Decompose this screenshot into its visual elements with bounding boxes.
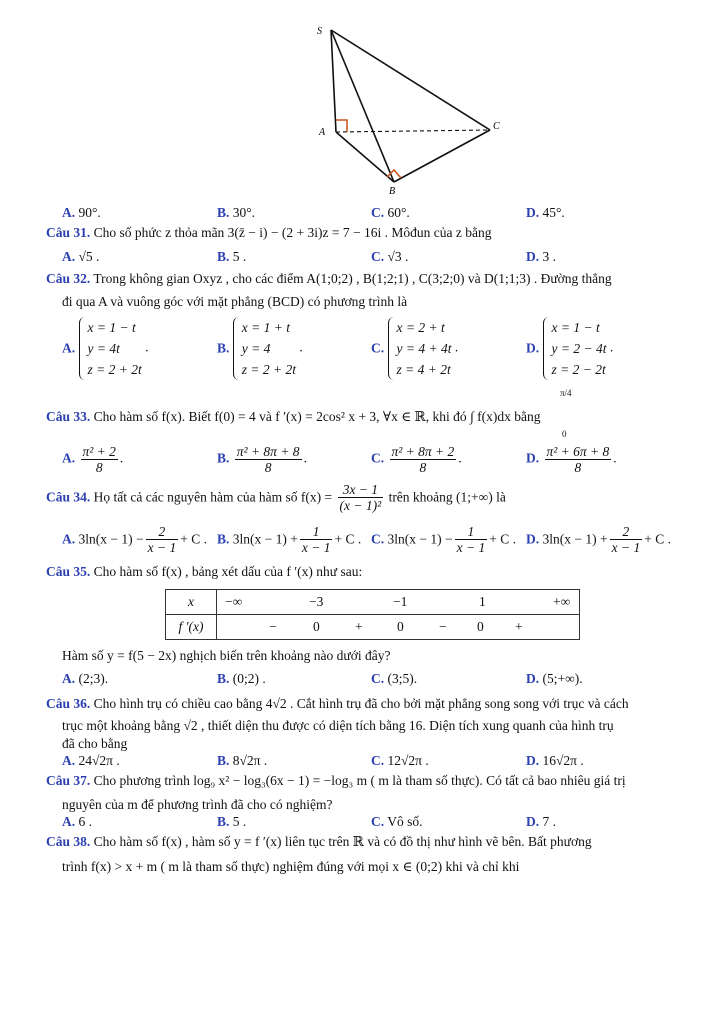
q33-option-d[interactable]: D. $\frac{\text{π² + 6π + 8}}{8}$ . [526, 444, 617, 475]
q36-option-b[interactable]: B. 8√2π . [217, 753, 268, 768]
q36-option-a[interactable]: A. 24√2π . [62, 753, 120, 768]
q33-option-a[interactable]: A. $\frac{\text{π² + 2}}{8}$ . [62, 444, 124, 475]
q36-stem-line3: đã cho bằng [62, 736, 128, 751]
q35-sign-table [165, 589, 580, 640]
q30-option-a[interactable]: A. 90°. [62, 205, 101, 220]
q33-integral-lower: 0 [562, 429, 567, 439]
label-s: S [317, 26, 322, 37]
q36-stem-line2: trục một khoảng bằng √2 , thiết diện thu được có diện tích bằng 16. Diện tích xung quanh của hình trụ [62, 718, 614, 733]
q31-option-b[interactable]: B. 5 . [217, 249, 247, 264]
q31-option-d[interactable]: D. 3 . [526, 249, 556, 264]
q30-option-c[interactable]: C. 60°. [371, 205, 410, 220]
q30-option-d[interactable]: D. 45°. [526, 205, 565, 220]
label-a: A [319, 127, 326, 138]
q35-option-b[interactable]: B. (0;2) . [217, 671, 266, 686]
q34-option-d[interactable]: D. 3ln(x − 1) + $\frac{2}{x - 1}$ + C . [526, 524, 671, 555]
q37-option-c[interactable]: C. Vô số. [371, 814, 423, 829]
label-b: B [389, 186, 396, 197]
q35-table-fp-row: − 0 + 0 − 0 + [217, 615, 580, 640]
q37-stem-line2: nguyên của m để phương trình đã cho có nghiệm? [62, 797, 333, 812]
q32-stem-line2: đi qua A và vuông góc với mặt phẳng (BCD) có phương trình là [62, 294, 408, 309]
q34-option-a[interactable]: A. 3ln(x − 1) − $\frac{2}{x - 1}$ + C . [62, 524, 207, 555]
q31-option-c[interactable]: C. √3 . [371, 249, 409, 264]
pyramid-figure [310, 22, 510, 197]
q37-option-a[interactable]: A. 6 . [62, 814, 92, 829]
q32-stem-line1: Câu 32. Trong không gian Oxyz , cho các điểm A(1;0;2) , B(1;2;1) , C(3;2;0) và D(1;1;3) . Đường thẳng [46, 271, 612, 286]
q36-stem-line1: Câu 36. Cho hình trụ có chiều cao bằng 4√2 . Cắt hình trụ đã cho bởi mặt phẳng song song với trục và cách [46, 696, 629, 711]
q35-stem: Câu 35. Cho hàm số f(x) , bảng xét dấu của f ′(x) như sau: [46, 564, 363, 579]
q35-table-fp-head: f ′(x) [166, 615, 217, 640]
q32-option-c[interactable]: C. x = 2 + t y = 4 + 4t z = 4 + 2t . [371, 317, 458, 380]
q38-stem-line2: trình f(x) > x + m ( m là tham số thực) nghiệm đúng với mọi x ∈ (0;2) khi và chỉ khi [62, 859, 520, 874]
q32-option-a[interactable]: A. x = 1 − t y = 4t z = 2 + 2t . [62, 317, 148, 380]
q35-option-d[interactable]: D. (5;+∞). [526, 671, 583, 686]
q36-option-d[interactable]: D. 16√2π . [526, 753, 584, 768]
q34-option-c[interactable]: C. 3ln(x − 1) − $\frac{1}{x - 1}$ + C . [371, 524, 516, 555]
q31-option-a[interactable]: A. √5 . [62, 249, 100, 264]
q31-stem: Câu 31. Cho số phức z thỏa mãn 3(z̄ − i) − (2 + 3i)z = 7 − 16i . Môđun của z bằng [46, 225, 492, 240]
q37-stem-line1: Câu 37. Cho phương trình log₉ x² − log₃(6x − 1) = −log₃ m ( m là tham số thực). Có tất cả bao nhiêu giá trị [46, 773, 626, 788]
q38-stem-line1: Câu 38. Cho hàm số f(x) , hàm số y = f ′(x) liên tục trên ℝ và có đồ thị như hình vẽ bên. Bất phương [46, 834, 592, 849]
q35-table-x-head: x [166, 590, 217, 615]
q30-option-b[interactable]: B. 30°. [217, 205, 256, 220]
q35-option-c[interactable]: C. (3;5). [371, 671, 418, 686]
q33-integral-upper: π/4 [560, 388, 572, 398]
q34-option-b[interactable]: B. 3ln(x − 1) + $\frac{1}{x - 1}$ + C . [217, 524, 362, 555]
q33-option-c[interactable]: C. $\frac{\text{π² + 8π + 2}}{8}$ . [371, 444, 462, 475]
q35-table-x-row: −∞ −3 −1 1 +∞ [217, 590, 580, 615]
q33-option-b[interactable]: B. $\frac{\text{π² + 8π + 8}}{8}$ . [217, 444, 307, 475]
q37-option-b[interactable]: B. 5 . [217, 814, 247, 829]
q35-question: Hàm số y = f(5 − 2x) nghịch biến trên khoảng nào dưới đây? [62, 648, 391, 663]
label-c: C [493, 121, 500, 132]
q34-stem: Câu 34. Họ tất cả các nguyên hàm của hàm số f(x) = $\frac{3x - 1}{\text{(x − 1)²}}$ trên khoảng (1;+∞) là [46, 482, 506, 513]
q33-stem: Câu 33. Cho hàm số f(x). Biết f(0) = 4 và f ′(x) = 2cos² x + 3, ∀x ∈ ℝ, khi đó ∫ f(x)dx bằng [46, 409, 541, 424]
q36-option-c[interactable]: C. 12√2π . [371, 753, 429, 768]
q37-option-d[interactable]: D. 7 . [526, 814, 556, 829]
q32-option-b[interactable]: B. x = 1 + t y = 4 z = 2 + 2t . [217, 317, 303, 380]
q32-option-d[interactable]: D. x = 1 − t y = 2 − 4t z = 2 − 2t . [526, 317, 613, 380]
q35-option-a[interactable]: A. (2;3). [62, 671, 109, 686]
